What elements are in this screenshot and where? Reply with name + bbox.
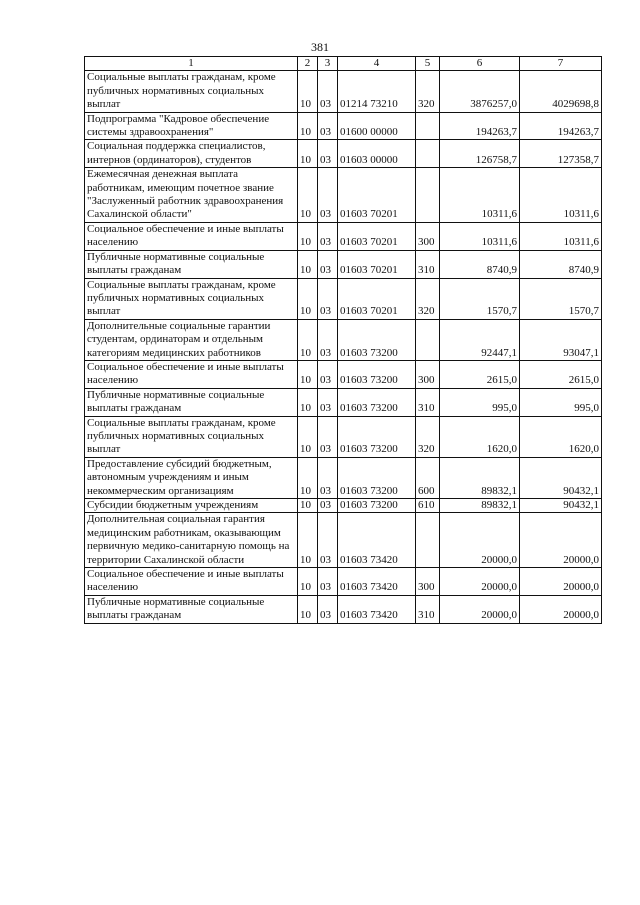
amount-year2-cell: 8740,9 — [520, 250, 602, 278]
section-code-cell: 10 — [298, 513, 318, 568]
row-name-cell: Публичные нормативные социальные выплаты гражданам — [85, 388, 298, 416]
amount-year1-cell: 89832,1 — [440, 457, 520, 498]
section-code-cell: 10 — [298, 71, 318, 112]
amount-year1-cell: 89832,1 — [440, 499, 520, 513]
amount-year1-cell: 2615,0 — [440, 360, 520, 388]
target-article-cell: 01603 73420 — [338, 513, 416, 568]
subsection-code-cell: 03 — [318, 513, 338, 568]
amount-year2-cell: 4029698,8 — [520, 71, 602, 112]
amount-year2-cell: 1570,7 — [520, 278, 602, 319]
subsection-code-cell: 03 — [318, 168, 338, 223]
target-article-cell: 01603 73200 — [338, 499, 416, 513]
column-header: 4 — [338, 57, 416, 71]
row-name-cell: Предоставление субсидий бюджетным, автономным учреждениям и иным некоммерческим организациям — [85, 457, 298, 498]
expense-type-cell — [416, 140, 440, 168]
row-name-cell: Субсидии бюджетным учреждениям — [85, 499, 298, 513]
target-article-cell: 01603 73200 — [338, 416, 416, 457]
amount-year1-cell: 1620,0 — [440, 416, 520, 457]
section-code-cell: 10 — [298, 499, 318, 513]
row-name-cell: Социальная поддержка специалистов, интернов (ординаторов), студентов — [85, 140, 298, 168]
amount-year2-cell: 20000,0 — [520, 513, 602, 568]
subsection-code-cell: 03 — [318, 278, 338, 319]
target-article-cell: 01603 73420 — [338, 568, 416, 596]
amount-year2-cell: 20000,0 — [520, 568, 602, 596]
amount-year2-cell: 20000,0 — [520, 595, 602, 623]
table-row — [85, 457, 602, 498]
amount-year1-cell: 20000,0 — [440, 595, 520, 623]
expense-type-cell: 320 — [416, 278, 440, 319]
target-article-cell: 01603 73200 — [338, 457, 416, 498]
table-row — [85, 499, 602, 513]
expense-type-cell: 310 — [416, 595, 440, 623]
section-code-cell: 10 — [298, 112, 318, 140]
section-code-cell: 10 — [298, 222, 318, 250]
table-row — [85, 112, 602, 140]
amount-year1-cell: 92447,1 — [440, 319, 520, 360]
section-code-cell: 10 — [298, 595, 318, 623]
amount-year1-cell: 20000,0 — [440, 513, 520, 568]
section-code-cell: 10 — [298, 457, 318, 498]
subsection-code-cell: 03 — [318, 388, 338, 416]
amount-year1-cell: 3876257,0 — [440, 71, 520, 112]
page-number: 381 — [311, 40, 329, 54]
subsection-code-cell: 03 — [318, 457, 338, 498]
row-name-cell: Подпрограмма "Кадровое обеспечение системы здравоохранения" — [85, 112, 298, 140]
target-article-cell: 01214 73210 — [338, 71, 416, 112]
expense-type-cell: 310 — [416, 250, 440, 278]
amount-year1-cell: 8740,9 — [440, 250, 520, 278]
row-name-cell: Дополнительные социальные гарантии студентам, ординаторам и отдельным категориям медицинских работников — [85, 319, 298, 360]
amount-year1-cell: 194263,7 — [440, 112, 520, 140]
table-body — [85, 71, 602, 623]
section-code-cell: 10 — [298, 416, 318, 457]
subsection-code-cell: 03 — [318, 416, 338, 457]
amount-year2-cell: 2615,0 — [520, 360, 602, 388]
target-article-cell: 01600 00000 — [338, 112, 416, 140]
row-name-cell: Публичные нормативные социальные выплаты гражданам — [85, 250, 298, 278]
section-code-cell: 10 — [298, 168, 318, 223]
table-row — [85, 222, 602, 250]
amount-year1-cell: 126758,7 — [440, 140, 520, 168]
column-header: 6 — [440, 57, 520, 71]
table-row — [85, 71, 602, 112]
section-code-cell: 10 — [298, 360, 318, 388]
row-name-cell: Дополнительная социальная гарантия медицинским работникам, оказывающим первичную медико-санитарную помощь на территории Сахалинской области — [85, 513, 298, 568]
column-header: 3 — [318, 57, 338, 71]
subsection-code-cell: 03 — [318, 319, 338, 360]
table-row — [85, 388, 602, 416]
amount-year2-cell: 1620,0 — [520, 416, 602, 457]
expense-type-cell: 300 — [416, 360, 440, 388]
table-row — [85, 513, 602, 568]
target-article-cell: 01603 73200 — [338, 388, 416, 416]
expense-type-cell — [416, 112, 440, 140]
expense-type-cell: 320 — [416, 416, 440, 457]
target-article-cell: 01603 70201 — [338, 278, 416, 319]
subsection-code-cell: 03 — [318, 360, 338, 388]
row-name-cell: Публичные нормативные социальные выплаты гражданам — [85, 595, 298, 623]
subsection-code-cell: 03 — [318, 222, 338, 250]
amount-year2-cell: 90432,1 — [520, 499, 602, 513]
table-row — [85, 568, 602, 596]
row-name-cell: Ежемесячная денежная выплата работникам, имеющим почетное звание "Заслуженный работник здравоохранения Сахалинской области" — [85, 168, 298, 223]
subsection-code-cell: 03 — [318, 568, 338, 596]
target-article-cell: 01603 70201 — [338, 168, 416, 223]
row-name-cell: Социальное обеспечение и иные выплаты населению — [85, 360, 298, 388]
section-code-cell: 10 — [298, 278, 318, 319]
budget-table — [84, 56, 602, 624]
row-name-cell: Социальное обеспечение и иные выплаты населению — [85, 222, 298, 250]
expense-type-cell: 300 — [416, 222, 440, 250]
table-row — [85, 168, 602, 223]
subsection-code-cell: 03 — [318, 250, 338, 278]
section-code-cell: 10 — [298, 388, 318, 416]
target-article-cell: 01603 73420 — [338, 595, 416, 623]
table-row — [85, 416, 602, 457]
section-code-cell: 10 — [298, 319, 318, 360]
amount-year1-cell: 1570,7 — [440, 278, 520, 319]
expense-type-cell: 320 — [416, 71, 440, 112]
row-name-cell: Социальные выплаты гражданам, кроме публичных нормативных социальных выплат — [85, 71, 298, 112]
expense-type-cell: 610 — [416, 499, 440, 513]
header-row — [85, 57, 602, 71]
column-header: 1 — [85, 57, 298, 71]
expense-type-cell: 300 — [416, 568, 440, 596]
target-article-cell: 01603 70201 — [338, 250, 416, 278]
amount-year2-cell: 10311,6 — [520, 222, 602, 250]
amount-year1-cell: 995,0 — [440, 388, 520, 416]
row-name-cell: Социальное обеспечение и иные выплаты населению — [85, 568, 298, 596]
amount-year2-cell: 93047,1 — [520, 319, 602, 360]
amount-year2-cell: 10311,6 — [520, 168, 602, 223]
table-row — [85, 319, 602, 360]
subsection-code-cell: 03 — [318, 595, 338, 623]
amount-year1-cell: 20000,0 — [440, 568, 520, 596]
section-code-cell: 10 — [298, 568, 318, 596]
row-name-cell: Социальные выплаты гражданам, кроме публичных нормативных социальных выплат — [85, 278, 298, 319]
expense-type-cell — [416, 513, 440, 568]
amount-year2-cell: 194263,7 — [520, 112, 602, 140]
expense-type-cell: 600 — [416, 457, 440, 498]
subsection-code-cell: 03 — [318, 140, 338, 168]
target-article-cell: 01603 73200 — [338, 360, 416, 388]
subsection-code-cell: 03 — [318, 112, 338, 140]
column-header: 5 — [416, 57, 440, 71]
table-row — [85, 360, 602, 388]
column-header: 2 — [298, 57, 318, 71]
table-row — [85, 278, 602, 319]
subsection-code-cell: 03 — [318, 71, 338, 112]
expense-type-cell: 310 — [416, 388, 440, 416]
table-row — [85, 250, 602, 278]
target-article-cell: 01603 70201 — [338, 222, 416, 250]
table-row — [85, 140, 602, 168]
subsection-code-cell: 03 — [318, 499, 338, 513]
column-header: 7 — [520, 57, 602, 71]
target-article-cell: 01603 73200 — [338, 319, 416, 360]
expense-type-cell — [416, 319, 440, 360]
expense-type-cell — [416, 168, 440, 223]
amount-year1-cell: 10311,6 — [440, 222, 520, 250]
target-article-cell: 01603 00000 — [338, 140, 416, 168]
amount-year2-cell: 127358,7 — [520, 140, 602, 168]
table-row — [85, 595, 602, 623]
section-code-cell: 10 — [298, 140, 318, 168]
row-name-cell: Социальные выплаты гражданам, кроме публичных нормативных социальных выплат — [85, 416, 298, 457]
amount-year2-cell: 90432,1 — [520, 457, 602, 498]
amount-year1-cell: 10311,6 — [440, 168, 520, 223]
section-code-cell: 10 — [298, 250, 318, 278]
amount-year2-cell: 995,0 — [520, 388, 602, 416]
